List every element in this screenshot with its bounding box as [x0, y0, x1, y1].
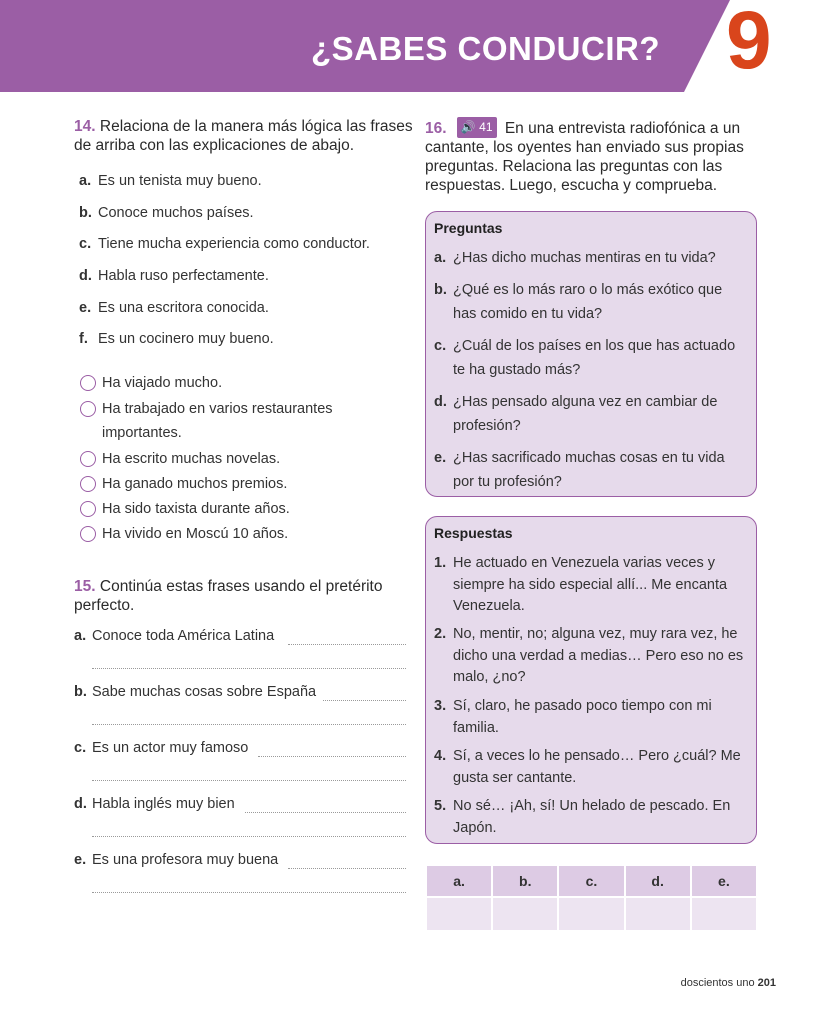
ex15-item	[74, 684, 316, 700]
grid-header-cell: c.	[559, 866, 623, 896]
ex14-item	[79, 300, 269, 316]
item-letter: b.	[74, 684, 87, 700]
exercise-16-number: 16.	[425, 120, 447, 137]
grid-answer-cell[interactable]	[626, 898, 690, 930]
item-text: Tiene mucha experiencia como conductor.	[98, 236, 370, 252]
item-text: Conoce muchos países.	[98, 205, 254, 221]
item-letter: c.	[434, 338, 447, 354]
ex14-item	[79, 331, 274, 347]
answer-line[interactable]	[92, 780, 406, 781]
ex15-item	[74, 852, 278, 868]
item-letter: b.	[434, 282, 447, 298]
grid-header-cell: a.	[427, 866, 491, 896]
answer-line[interactable]	[288, 644, 406, 645]
answer-line[interactable]	[323, 700, 406, 701]
answer-grid-row	[427, 898, 756, 930]
option-text: Ha trabajado en varios restaurantes importantes.	[102, 401, 333, 441]
answer-line[interactable]	[92, 668, 406, 669]
page-footer	[681, 977, 776, 989]
item-text: Habla ruso perfectamente.	[98, 268, 269, 284]
ex14-item	[79, 205, 254, 221]
item-letter: e.	[434, 450, 447, 466]
exercise-15-instruction	[74, 577, 412, 615]
item-text: ¿Qué es lo más raro o lo más exótico que has comido en tu vida?	[453, 282, 723, 322]
item-letter: 1.	[434, 555, 447, 571]
grid-header-cell: e.	[692, 866, 756, 896]
item-text: Habla inglés muy bien	[92, 796, 235, 812]
exercise-14-number: 14.	[74, 118, 96, 135]
item-text: He actuado en Venezuela varias veces y siempre ha sido especial allí... Me encanta Venezuela.	[453, 555, 728, 614]
answer-circle[interactable]	[80, 501, 96, 517]
answer-line[interactable]	[92, 836, 406, 837]
item-text: Es una escritora conocida.	[98, 300, 269, 316]
answer-item	[434, 624, 752, 689]
answer-line[interactable]	[245, 812, 406, 813]
audio-track-number: 41	[479, 120, 493, 134]
item-text: Sí, claro, he pasado poco tiempo con mi familia.	[453, 698, 712, 736]
answer-item	[434, 796, 734, 839]
item-text: No, mentir, no; alguna vez, muy rara vez, he dicho una verdad a medias… Pero eso no es malo, ¿no?	[453, 626, 744, 685]
answer-circle[interactable]	[80, 401, 96, 417]
grid-answer-cell[interactable]	[692, 898, 756, 930]
ex15-item	[74, 796, 235, 812]
question-item	[434, 334, 749, 382]
item-text: No sé… ¡Ah, sí! Un helado de pescado. En Japón.	[453, 798, 731, 836]
answer-grid	[425, 864, 758, 932]
option-text: Ha escrito muchas novelas.	[102, 451, 281, 467]
answer-circle[interactable]	[80, 451, 96, 467]
item-letter: d.	[79, 268, 92, 284]
audio-track-badge[interactable]	[457, 117, 497, 138]
chapter-number: 9	[726, 0, 770, 86]
item-letter: 3.	[434, 698, 447, 714]
answers-box	[425, 516, 757, 844]
question-item	[434, 390, 734, 438]
answer-circle[interactable]	[80, 526, 96, 542]
grid-answer-cell[interactable]	[559, 898, 623, 930]
chapter-header	[0, 0, 830, 92]
ex14-option[interactable]	[80, 397, 380, 445]
option-text: Ha viajado mucho.	[102, 375, 223, 391]
answers-title: Respuestas	[434, 525, 513, 541]
item-text: ¿Has sacrificado muchas cosas en tu vida por tu profesión?	[453, 450, 725, 490]
grid-answer-cell[interactable]	[493, 898, 557, 930]
answer-grid-header	[427, 866, 756, 896]
answer-line[interactable]	[92, 724, 406, 725]
page-title: ¿SABES CONDUCIR?	[310, 30, 660, 67]
item-letter: a.	[79, 173, 92, 189]
item-text: Conoce toda América Latina	[92, 628, 275, 644]
question-item	[434, 246, 749, 270]
exercise-15-text: Continúa estas frases usando el pretérito perfecto.	[74, 578, 383, 614]
exercise-16-instruction	[425, 117, 760, 195]
grid-header-cell: d.	[626, 866, 690, 896]
exercise-14-instruction	[74, 117, 414, 155]
item-letter: 5.	[434, 798, 447, 814]
item-text: Es un tenista muy bueno.	[98, 173, 262, 189]
item-letter: c.	[79, 236, 92, 252]
ex14-item	[79, 268, 269, 284]
item-text: Sabe muchas cosas sobre España	[92, 684, 317, 700]
answer-line[interactable]	[258, 756, 406, 757]
item-text: Es un actor muy famoso	[92, 740, 249, 756]
answer-circle[interactable]	[80, 375, 96, 391]
item-letter: c.	[74, 740, 87, 756]
page-number: 201	[757, 977, 776, 989]
exercise-15-number: 15.	[74, 578, 96, 595]
item-letter: d.	[74, 796, 87, 812]
item-letter: b.	[79, 205, 92, 221]
item-letter: a.	[74, 628, 87, 644]
grid-answer-cell[interactable]	[427, 898, 491, 930]
item-text: ¿Has dicho muchas mentiras en tu vida?	[453, 250, 716, 266]
ex14-item	[79, 173, 262, 189]
item-text: Es una profesora muy buena	[92, 852, 279, 868]
exercise-16-text: En una entrevista radiofónica a un cantante, los oyentes han enviado sus propias preguntas. Relaciona las preguntas con las respuestas. Luego, escucha y comprueba.	[425, 120, 744, 194]
item-letter: e.	[74, 852, 87, 868]
item-letter: d.	[434, 394, 447, 410]
item-text: Sí, a veces lo he pensado… Pero ¿cuál? Me gusta ser cantante.	[453, 748, 741, 786]
speaker-icon: 🔊	[460, 120, 476, 134]
option-text: Ha vivido en Moscú 10 años.	[102, 526, 289, 542]
item-letter: f.	[79, 331, 88, 347]
question-item	[434, 278, 739, 326]
ex14-item	[79, 236, 370, 252]
answer-item	[434, 746, 752, 789]
item-letter: a.	[434, 250, 447, 266]
exercise-14-text: Relaciona de la manera más lógica las frases de arriba con las explicaciones de abajo.	[74, 118, 413, 154]
ex15-item	[74, 740, 248, 756]
grid-header-cell: b.	[493, 866, 557, 896]
item-text: Es un cocinero muy bueno.	[98, 331, 274, 347]
option-text: Ha sido taxista durante años.	[102, 501, 290, 517]
item-letter: 4.	[434, 748, 447, 764]
item-letter: 2.	[434, 626, 447, 642]
questions-box	[425, 211, 757, 497]
answer-line[interactable]	[92, 892, 406, 893]
option-text: Ha ganado muchos premios.	[102, 476, 288, 492]
answer-item	[434, 696, 734, 739]
item-letter: e.	[79, 300, 92, 316]
answer-line[interactable]	[288, 868, 406, 869]
item-text: ¿Cuál de los países en los que has actuado te ha gustado más?	[453, 338, 736, 378]
ex15-item	[74, 628, 274, 644]
answer-circle[interactable]	[80, 476, 96, 492]
answer-item	[434, 553, 734, 618]
questions-title: Preguntas	[434, 220, 503, 236]
question-item	[434, 446, 749, 494]
item-text: ¿Has pensado alguna vez en cambiar de profesión?	[453, 394, 718, 434]
page-number-words: doscientos uno	[680, 977, 755, 989]
